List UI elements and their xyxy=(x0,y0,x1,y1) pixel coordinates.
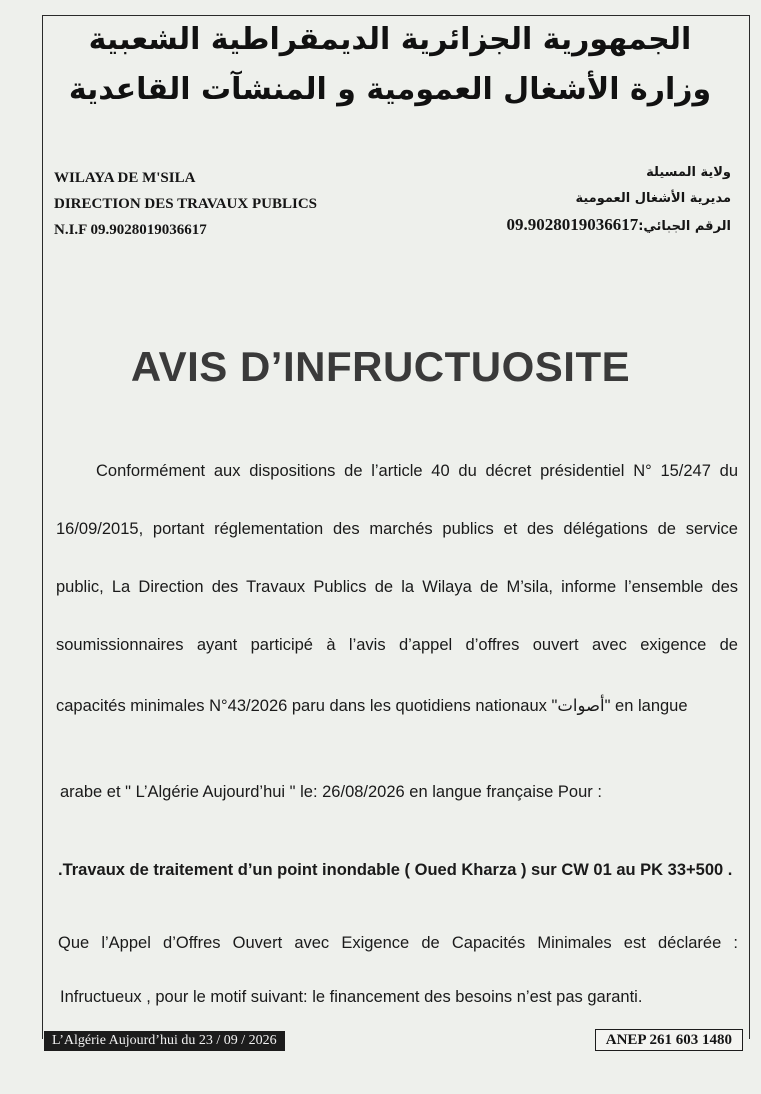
body-line-7: Que l’Appel d’Offres Ouvert avec Exigence de Capacités Minimales est déclarée : xyxy=(58,934,738,952)
arabic-nif xyxy=(506,212,731,240)
project-object: .Travaux de traitement d’un point inondable ( Oued Kharza ) sur CW 01 au PK 33+500 . xyxy=(58,861,733,879)
body-line-1: Conformément aux dispositions de l’article 40 du décret présidentiel N° 15/247 du xyxy=(96,462,738,480)
arabic-republic-title: الجمهورية الجزائرية الديمقراطية الشعبية xyxy=(88,22,692,57)
arabic-nif-number: 09.9028019036617 xyxy=(506,215,639,234)
french-header-block xyxy=(54,165,317,243)
arabic-direction: مديرية الأشغال العمومية xyxy=(575,191,731,206)
body-line-3: public, La Direction des Travaux Publics de la Wilaya de M’sila, informe l’ensemble des xyxy=(56,578,738,596)
arabic-nif-label: الرقم الجبائي: xyxy=(638,219,731,234)
notice-title: AVIS D’INFRUCTUOSITE xyxy=(130,343,631,390)
arabic-ministry-title: وزارة الأشغال العمومية و المنشآت القاعدية xyxy=(68,72,712,107)
anep-reference: ANEP 261 603 1480 xyxy=(595,1029,743,1051)
arabic-header-block xyxy=(506,160,731,240)
french-wilaya: WILAYA DE M'SILA xyxy=(54,170,196,186)
body-line-8: Infructueux , pour le motif suivant: le financement des besoins n’est pas garanti. xyxy=(60,988,643,1006)
body-line-6: arabe et " L’Algérie Aujourd’hui " le: 26/08/2026 en langue française Pour : xyxy=(60,783,602,801)
arabic-newspaper-name: أصوات xyxy=(557,696,605,715)
body-line-5 xyxy=(56,696,738,716)
arabic-wilaya: ولاية المسيلة xyxy=(646,165,731,180)
french-nif: N.I.F 09.9028019036617 xyxy=(54,222,207,238)
publication-footer: L’Algérie Aujourd’hui du 23 / 09 / 2026 xyxy=(44,1031,285,1051)
body-line-4: soumissionnaires ayant participé à l’avis d’appel d’offres ouvert avec exigence de xyxy=(56,636,738,654)
french-direction: DIRECTION DES TRAVAUX PUBLICS xyxy=(54,196,317,212)
body-line-5-end: " en langue xyxy=(604,697,688,715)
body-line-2: 16/09/2015, portant réglementation des marchés publics et des délégations de service xyxy=(56,520,738,538)
body-line-5-start: capacités minimales N°43/2026 paru dans les quotidiens nationaux " xyxy=(56,697,558,715)
